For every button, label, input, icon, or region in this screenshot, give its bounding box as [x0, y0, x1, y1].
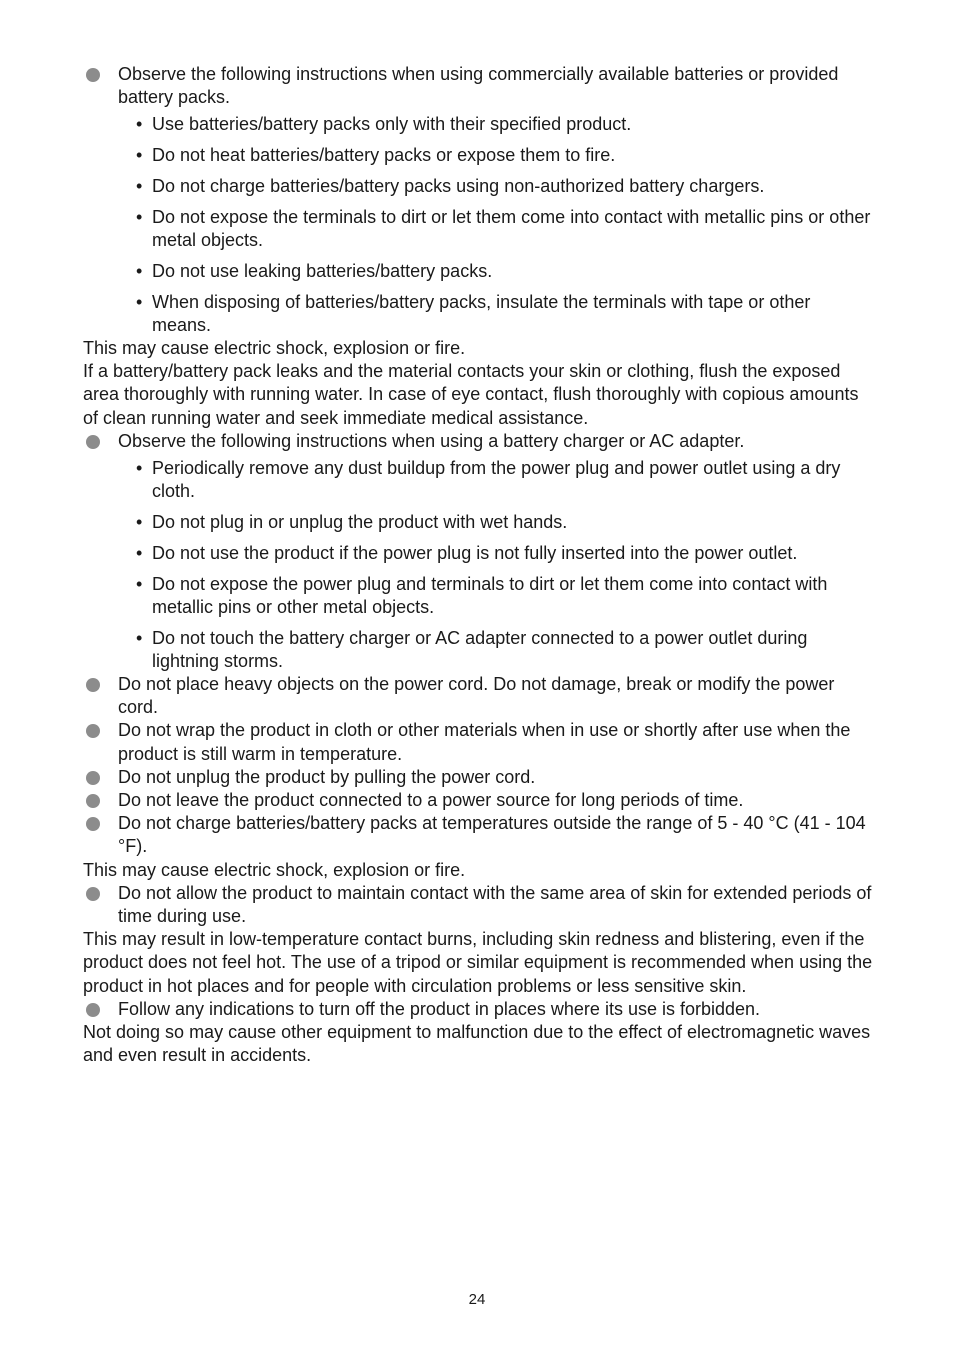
sub-list-item	[83, 113, 873, 136]
bullet-text: Do not wrap the product in cloth or other materials when in use or shortly after use when the product is still warm in temperature.	[118, 720, 851, 764]
bullet-item	[83, 812, 873, 858]
bullet-item	[83, 719, 873, 765]
bullet-item	[83, 789, 873, 812]
bullet-dot-icon	[86, 68, 100, 82]
paragraph: Not doing so may cause other equipment to malfunction due to the effect of electromagnetic waves and even result in accidents.	[83, 1022, 871, 1066]
sub-list-item-text: Do not plug in or unplug the product with wet hands.	[152, 512, 568, 533]
bullet-text: Observe the following instructions when using a battery charger or AC adapter.	[118, 430, 745, 451]
sub-list-item-text: Do not use leaking batteries/battery packs.	[152, 260, 493, 281]
sub-list-item	[83, 144, 873, 167]
sub-bullet-icon: •	[136, 114, 143, 135]
bullet-dot-icon	[86, 794, 100, 808]
sub-bullet-icon: •	[136, 176, 143, 196]
bullet-dot-icon	[86, 435, 100, 449]
sub-list-item	[83, 260, 873, 283]
sub-list	[83, 113, 873, 337]
paragraph: This may cause electric shock, explosion or fire.	[83, 859, 466, 880]
document-body	[83, 63, 873, 1067]
sub-list-item-text: Do not charge batteries/battery packs using non-authorized battery chargers.	[152, 176, 765, 196]
sub-bullet-icon: •	[136, 542, 143, 563]
sub-bullet-icon: •	[136, 291, 143, 312]
sub-bullet-icon: •	[136, 260, 143, 281]
sub-bullet-icon: •	[136, 627, 143, 648]
sub-list-item	[83, 457, 873, 503]
bullet-item	[83, 882, 873, 928]
bullet-dot-icon	[86, 817, 100, 831]
bullet-text: Do not charge batteries/battery packs at temperatures outside the range of 5 - 40 °C (41 - 104 °F).	[118, 813, 866, 857]
sub-list-item	[83, 542, 873, 565]
sub-list-item-text: Do not use the product if the power plug is not fully inserted into the power outlet.	[152, 542, 798, 563]
bullet-dot-icon	[86, 771, 100, 785]
sub-list-item-text: When disposing of batteries/battery packs, insulate the terminals with tape or other means.	[152, 291, 811, 335]
bullet-item	[83, 63, 873, 337]
bullet-text: Follow any indications to turn off the product in places where its use is forbidden.	[118, 998, 761, 1019]
paragraph: If a battery/battery pack leaks and the material contacts your skin or clothing, flush the exposed area thoroughly with running water. In case of eye contact, flush thoroughly with copious amounts of clean running water and seek immediate medical assistance.	[83, 361, 859, 428]
bullet-text: Observe the following instructions when using commercially available batteries or provided battery packs.	[118, 64, 839, 108]
sub-bullet-icon: •	[136, 145, 143, 166]
bullet-dot-icon	[86, 724, 100, 738]
bullet-item	[83, 766, 873, 789]
sub-bullet-icon: •	[136, 206, 143, 227]
bullet-item	[83, 430, 873, 673]
bullet-text: Do not leave the product connected to a power source for long periods of time.	[118, 790, 744, 811]
sub-bullet-icon: •	[136, 458, 143, 479]
bullet-text: Do not unplug the product by pulling the power cord.	[118, 766, 536, 787]
sub-list-item-text: Periodically remove any dust buildup from the power plug and power outlet using a dry cloth.	[152, 458, 841, 502]
sub-bullet-icon: •	[136, 512, 143, 533]
paragraph: This may cause electric shock, explosion or fire.	[83, 338, 466, 358]
bullet-dot-icon	[86, 1003, 100, 1017]
page-number: 24	[468, 1291, 486, 1308]
sub-list-item-text: Do not heat batteries/battery packs or expose them to fire.	[152, 145, 616, 166]
bullet-text: Do not allow the product to maintain contact with the same area of skin for extended periods of time during use.	[118, 882, 872, 927]
sub-list-item	[83, 573, 873, 619]
sub-list-item	[83, 627, 873, 673]
sub-list-item	[83, 291, 873, 337]
paragraph: This may result in low-temperature contact burns, including skin redness and blistering, even if the product does not feel hot. The use of a tripod or similar equipment is recommended when using the product in hot places and for people with circulation problems or less sensitive skin.	[83, 929, 873, 996]
bullet-dot-icon	[86, 678, 100, 692]
sub-list-item-text: Do not expose the terminals to dirt or let them come into contact with metallic pins or other metal objects.	[152, 206, 871, 250]
bullet-text: Do not place heavy objects on the power cord. Do not damage, break or modify the power cord.	[118, 674, 835, 718]
sub-list-item-text: Do not touch the battery charger or AC adapter connected to a power outlet during lightning storms.	[152, 627, 808, 671]
sub-bullet-icon: •	[136, 573, 143, 594]
sub-list-item-text: Use batteries/battery packs only with their specified product.	[152, 114, 632, 135]
bullet-item	[83, 998, 873, 1021]
sub-list-item	[83, 206, 873, 252]
sub-list-item	[83, 175, 873, 198]
sub-list-item	[83, 511, 873, 534]
bullet-item	[83, 673, 873, 719]
bullet-dot-icon	[86, 887, 100, 901]
sub-list-item-text: Do not expose the power plug and terminals to dirt or let them come into contact with metallic pins or other metal objects.	[152, 573, 828, 617]
sub-list	[83, 457, 873, 673]
